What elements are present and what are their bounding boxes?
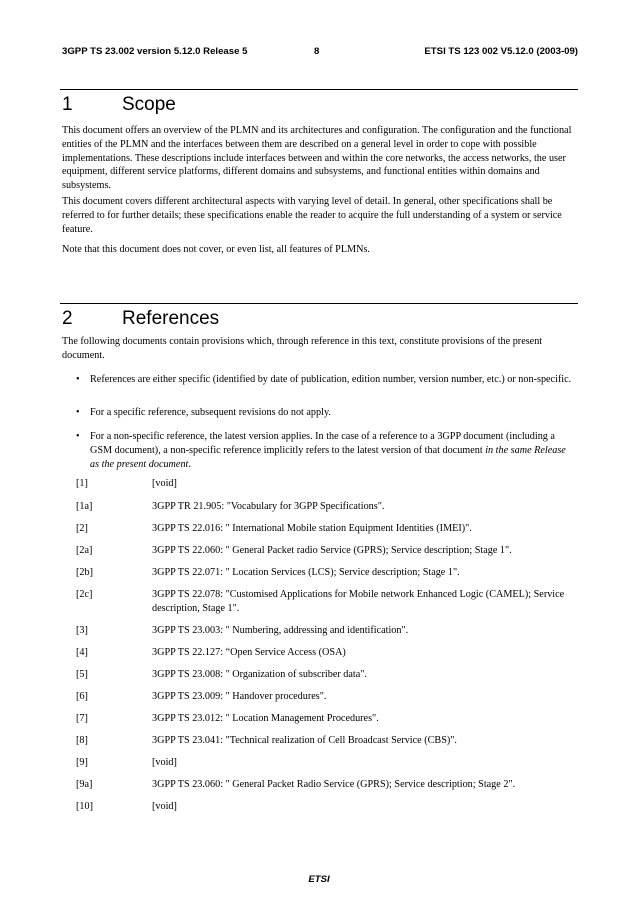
reference-tag: [2b]	[76, 567, 93, 578]
reference-entry	[76, 588, 578, 616]
reference-text: 3GPP TS 23.041: "Technical realization of Cell Broadcast Service (CBS)".	[152, 735, 457, 746]
reference-tag: [5]	[76, 669, 88, 680]
bullet-text: References are either specific (identified by date of publication, edition number, version number, etc.) or non-specific.	[90, 374, 572, 385]
reference-text: 3GPP TS 23.060: " General Packet Radio Service (GPRS); Service description; Stage 2".	[152, 779, 516, 790]
section-2-title: References	[122, 308, 220, 329]
bullet-text: For a non-specific reference, the latest version applies. In the case of a reference to a 3GPP document (including a GSM document), a non-specific reference implicitly refers to the latest version of that document	[90, 431, 555, 456]
reference-tag: [9a]	[76, 779, 93, 790]
bullet-dot-icon: •	[76, 374, 80, 385]
section-1-number: 1	[62, 94, 73, 115]
section-1-title: Scope	[122, 94, 176, 115]
scope-text-1: This document offers an overview of the PLMN and its architectures and configuration. The configuration and the functional entities of the PLMN and the interfaces between them are described on a general level in order to cope with possible implementations. These descriptions include interfaces between and within the core networks, the access networks, the user equipment, different service platforms, different domains and subsystems, and functional entities within domains and subsystems.	[62, 125, 572, 192]
header-page-number: 8	[314, 46, 320, 57]
reference-entry	[76, 756, 578, 770]
reference-text: 3GPP TS 23.003: " Numbering, addressing and identification".	[152, 625, 409, 636]
reference-text: 3GPP TR 21.905: "Vocabulary for 3GPP Specifications".	[152, 501, 385, 512]
bullet-item	[76, 406, 576, 420]
reference-text: 3GPP TS 22.127: “Open Service Access (OSA)	[152, 647, 346, 658]
reference-entry	[76, 500, 578, 514]
header-spec-version: 3GPP TS 23.002 version 5.12.0 Release 5	[62, 46, 248, 57]
bullet-item	[76, 430, 576, 471]
reference-entry	[76, 690, 578, 704]
footer-etsi: ETSI	[308, 874, 330, 885]
reference-tag: [8]	[76, 735, 88, 746]
reference-tag: [6]	[76, 691, 88, 702]
reference-text: 3GPP TS 23.009: " Handover procedures".	[152, 691, 327, 702]
reference-entry	[76, 646, 578, 660]
scope-paragraph-1	[62, 124, 578, 193]
reference-tag: [9]	[76, 757, 88, 768]
reference-entry	[76, 778, 578, 792]
scope-text-2: This document covers different architectural aspects with varying level of detail. In general, other specifications shall be referred to for further details; these specifications enable the reader to acquire the full understanding of a system or service feature.	[62, 196, 562, 235]
reference-entry	[76, 800, 578, 814]
header-etsi-spec: ETSI TS 123 002 V5.12.0 (2003-09)	[424, 46, 578, 57]
reference-text: 3GPP TS 23.012: " Location Management Procedures".	[152, 713, 379, 724]
references-intro-text: The following documents contain provisions which, through reference in this text, constitute provisions of the present document.	[62, 336, 543, 361]
bullet-text: For a specific reference, subsequent revisions do not apply.	[90, 407, 331, 418]
bullet-text-mixed	[90, 430, 576, 471]
reference-text: 3GPP TS 22.016: " International Mobile station Equipment Identities (IMEI)".	[152, 523, 472, 534]
reference-tag: [1a]	[76, 501, 93, 512]
bullet-item	[76, 373, 576, 387]
bullet-text-italic: in the same Release as the present document	[90, 444, 566, 470]
reference-tag: [1]	[76, 478, 88, 489]
reference-text: [void]	[152, 757, 177, 768]
bullet-dot-icon: •	[76, 431, 80, 442]
reference-entry	[76, 668, 578, 682]
reference-entry	[76, 624, 578, 638]
section-2-heading	[62, 308, 219, 330]
section-1-heading	[62, 94, 176, 116]
reference-text: 3GPP TS 22.078: "Customised Applications for Mobile network Enhanced Logic (CAMEL); Service description, Stage 1".	[152, 589, 565, 614]
scope-paragraph-2	[62, 195, 578, 236]
reference-text: 3GPP TS 22.060: " General Packet radio Service (GPRS); Service description; Stage 1".	[152, 545, 512, 556]
reference-tag: [2c]	[76, 589, 93, 600]
references-intro	[62, 335, 578, 363]
bullet-text-tail: .	[188, 458, 191, 470]
bullet-dot-icon: •	[76, 407, 80, 418]
reference-text: 3GPP TS 22.071: " Location Services (LCS); Service description; Stage 1".	[152, 567, 460, 578]
reference-text: [void]	[152, 801, 177, 812]
scope-text-3: Note that this document does not cover, or even list, all features of PLMNs.	[62, 244, 370, 255]
section-2-number: 2	[62, 308, 73, 329]
reference-tag: [3]	[76, 625, 88, 636]
scope-paragraph-3	[62, 243, 578, 257]
reference-entry	[76, 734, 578, 748]
reference-tag: [2]	[76, 523, 88, 534]
reference-tag: [10]	[76, 801, 93, 812]
reference-tag: [4]	[76, 647, 88, 658]
reference-entry	[76, 712, 578, 726]
reference-entry	[76, 522, 578, 536]
reference-text: 3GPP TS 23.008: " Organization of subscriber data".	[152, 669, 367, 680]
section-1-rule	[60, 89, 578, 90]
reference-tag: [2a]	[76, 545, 93, 556]
section-2-rule	[60, 303, 578, 304]
reference-tag: [7]	[76, 713, 88, 724]
reference-entry	[76, 566, 578, 580]
reference-entry	[76, 544, 578, 558]
reference-entry	[76, 477, 578, 491]
reference-text: [void]	[152, 478, 177, 489]
